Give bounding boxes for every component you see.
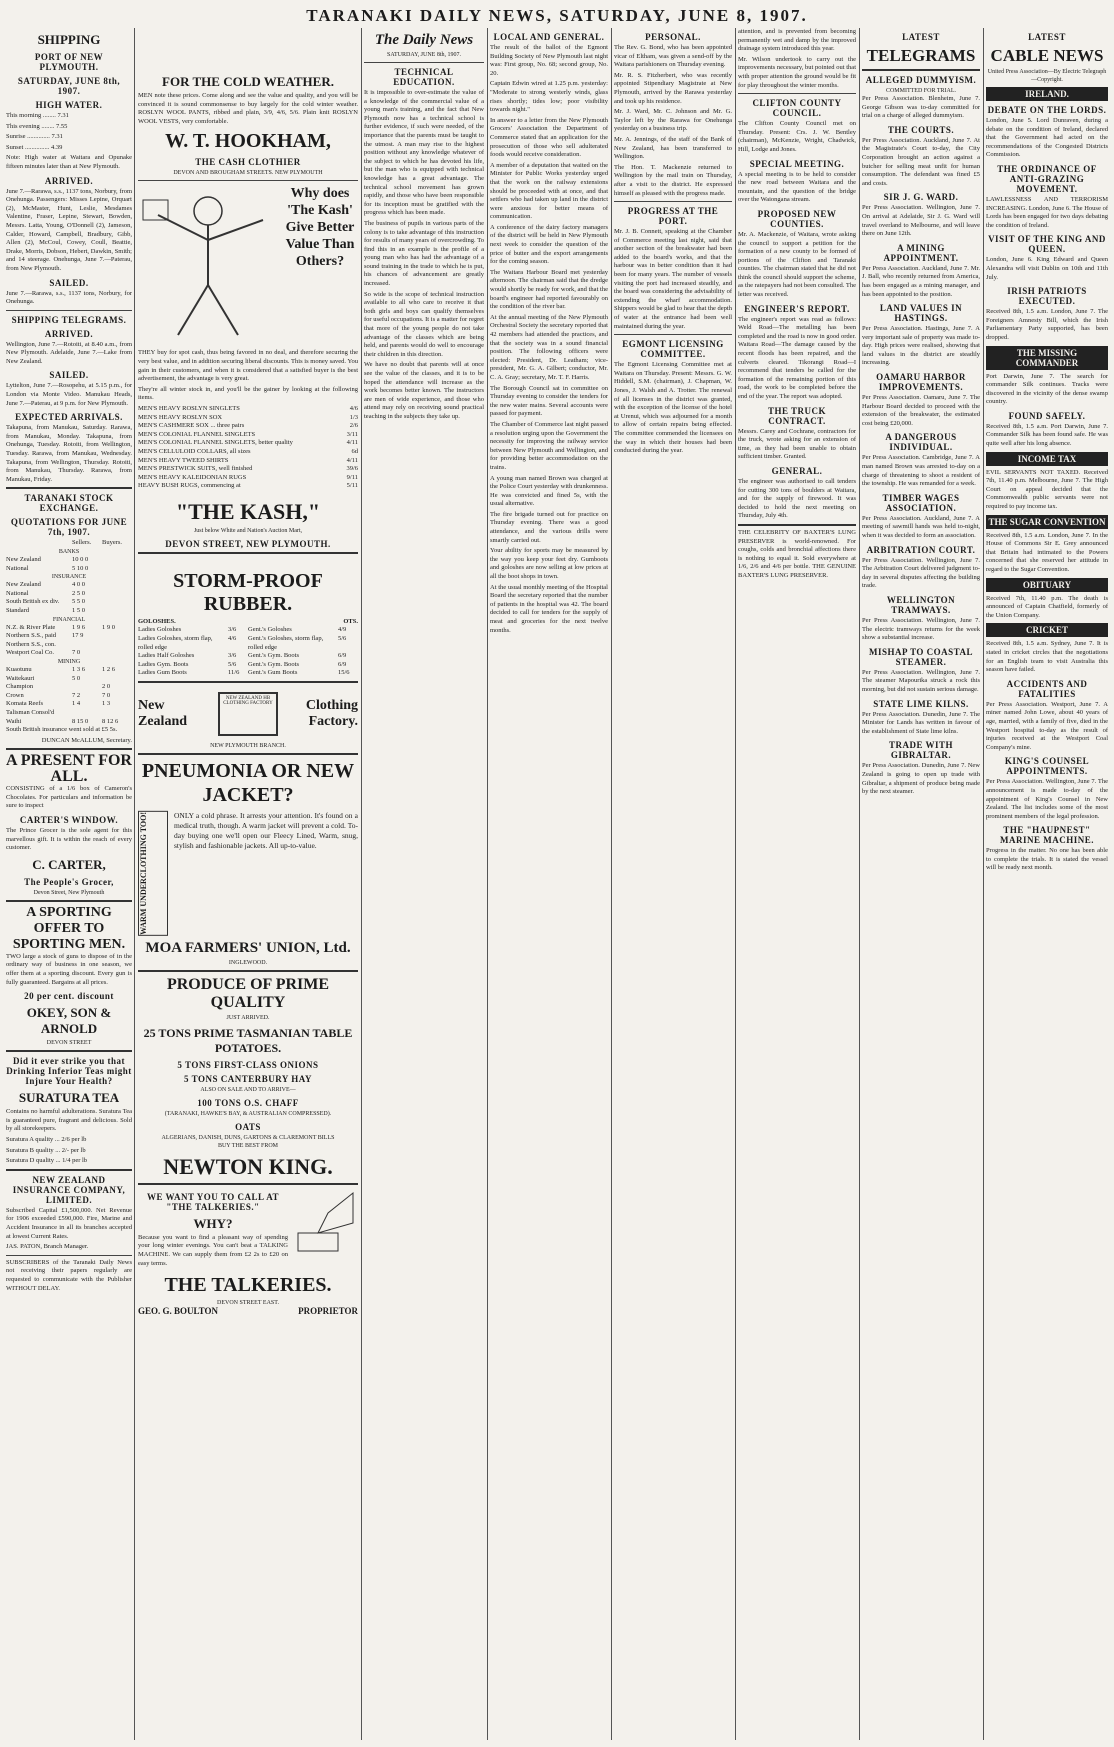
cable-story: IRISH PATRIOTS EXECUTED. Received 8th, 1.5 a.m. London, June 7. The Foreigners Amnesty Bill, which the Irish Parliamentary Party supported, has been dropped. [986, 286, 1108, 341]
general-title: GENERAL. [771, 465, 823, 476]
nz-clothing-block [138, 686, 358, 742]
telegram-story: SIR J. G. WARD. Per Press Association. Wellington, June 7. On arrival at Adelaide, Sir J. G. Ward will travel overland to Melbourne, and will leave there on June 12th. [862, 192, 980, 238]
prime-chaff-sub: (TARANAKI, HAWKE'S BAY, & AUSTRALIAN COMPRESSED). [164, 1110, 332, 1117]
cable-story: CRICKET Received 8th, 1.5 a.m. Sydney, June 7. It is stated in cricket circles that the negotiations for an English team to visit Australia this season have failed. [986, 625, 1108, 674]
oats-text: ALGERIANS, DANISH, DUNS, GARTONS & CLAREMONT BILLS [161, 1134, 335, 1141]
quote-row: South British ex div. 5 5 0 [6, 598, 85, 606]
cable-header-sub: United Press Association—By Electric Telegraph—Copyright. [987, 69, 1107, 83]
column-local-general [490, 28, 608, 1740]
talk-text: Because you want to find a pleasant way of spending your long winter evenings. You can't beat a TALKING MACHINE. We can supply them from £2 2s to £20 on easy terms. [138, 1233, 288, 1267]
rubber-row: Ladies Goloshes 3/6 Gent.'s Goloshes 4/9 [138, 626, 347, 634]
engineer-title: ENGINEER'S REPORT. [744, 303, 850, 314]
quote-row: National 5 10 0 [6, 564, 89, 572]
telegram-story: WELLINGTON TRAMWAYS. Per Press Association. Wellington, June 7. The electric tramways returns for the week show a substantial increase. [862, 594, 980, 642]
kash-name: "THE KASH," [175, 498, 321, 524]
quote-header-row: Sellers. Buyers. [72, 539, 123, 547]
column-rule [487, 28, 488, 1740]
progress-text: Mr. J. B. Connett, speaking at the Chamber of Commerce meeting last night, said that another section of the breakwater had been added to the board's works, and that the harbour was in better condition than it had been for many years. The number of vessels visiting the port had increased steadily, and the board was considering the advisability of extending the wharf accommodation. Shippers would be glad to hear that the depth of water at the entrance had been well maintained during the year. [614, 228, 732, 330]
quote-section: FINANCIAL [52, 616, 86, 623]
quote-row: Komata Reefs 1 4 1 3 [6, 700, 111, 708]
talk-callout: WE WANT YOU TO CALL AT "THE TALKERIES." [146, 1191, 280, 1212]
baxter-ad: THE CELEBRITY OF BAXTER'S LUNG PRESERVER is world-renowned. For coughs, colds and bronchial affections there is nothing to equal it. Sold everywhere at 1/6, 2/6 and 4/6 per bottle. THE GENUINE BAXTER'S LUNG PRESERVER. [738, 528, 856, 579]
cold-weather-text: MEN note these prices. Come along and see the value and quality, and you will be convinced it is sound commonsense to buy largely for the cold winter weather. ROSLYN WOOL PANTS, ribbed and plain, 3/9, 4/6, 5/6. Plain knit ROSLYN WOOL VESTS, very comfortable. [138, 92, 358, 125]
carter-sub: The People's Grocer, [24, 876, 114, 887]
sailed-heading: SAILED. [49, 277, 89, 288]
editorial-paragraph: It is impossible to over-estimate the value of a knowledge of the commercial value of a young man's training, and the fact that New Plymouth now has a technical school is further evidence, if such were needed, of the importance that the parents must be taught to the utmost. A man may rise to the highest position without any knowledge whatever of the subject to which he has devoted his life, but the man who is equipped with technical knowledge has a great advantage. The technical school movement has grown rapidly, and those who have been responsible for its inception must be gratified with the progress which has been made. [364, 89, 484, 217]
cable-story: KING'S COUNSEL APPOINTMENTS. Per Press Association. Wellington, June 7. The announcement is made to-day of the appointment of King's Counsel in New Zealand. The list includes some of the most prominent members of the legal profession. [986, 756, 1108, 820]
cable-story: FOUND SAFELY. Received 8th, 1.5 a.m. Port Darwin, June 7. Commander Silk has been found safe. He was quite well after his long absence. [986, 410, 1108, 448]
truck-title: THE TRUCK CONTRACT. [767, 405, 827, 426]
quote-row: Crown 7 2 7 0 [6, 691, 111, 699]
cable-header-2: CABLE NEWS [990, 46, 1104, 65]
price-row: MEN'S HEAVY KALEIDONIAN RUGS 9/11 [138, 473, 358, 481]
cable-story: DEBATE ON THE LORDS. London, June 5. Lord Dunraven, during a debate on the condition of Ireland, declared that the Government had acted on the recommendations of the Congested Districts Commission. [986, 105, 1108, 159]
cable-story: VISIT OF THE KING AND QUEEN. London, June 6. King Edward and Queen Alexandra will visit Dublin on 10th and 11th July. [986, 234, 1108, 281]
rubber-row: Ladies Goloshes, storm flap, rolled edge 4/6 Gent.'s Goloshes, storm flap, rolled edge 5/6 [138, 635, 347, 651]
carter-name: C. CARTER, [32, 856, 106, 872]
rubber-side-labels: GOLOSHES. OTS. [138, 617, 358, 625]
stock-exchange-heading: TARANAKI STOCK EXCHANGE. [24, 493, 114, 514]
cable-story: THE SUGAR CONVENTION Received 8th, 1.5 a.m. London, June 7. In the House of Commons Sir E. Grey announced that Britain had intimated to the Powers concerned that she reserved her attitude in regard to the Sugar Convention. [986, 516, 1108, 573]
general-text: The engineer was authorised to call tenders for cutting 300 tons of boulders at Waitara, and for the supply of firewood. It was decided to hold the next meeting on Thursday, July 4th. [738, 477, 856, 520]
egmont-text: The Egmont Licensing Committee met at Waitara on Thursday. Present: Messrs. G. W. Hiddell, S.M. (chairman), J. Chapman, W. Jones, J. Walsh and A. Trotter. The renewal of all licenses in the district was granted, with the exception of the license of the hotel at Urenui, which was adjourned for a month to allow of certain repairs being effected. The committee commended the licensees on the way in which their houses had been conducted during the year. [614, 361, 732, 455]
moa-sub: INGLEWOOD. [228, 959, 268, 966]
local-paragraph: At the usual monthly meeting of the Hospital Board the secretary reported that the number of patients in the hospital was 42. The board decided to call for tenders for the supply of meat and groceries for the next twelve months. [490, 583, 608, 634]
telegram-story: STATE LIME KILNS. Per Press Association. Dunedin, June 7. The Minister for Lands has written in favour of the establishment of State lime kilns. [862, 698, 980, 735]
expected-text: Takapuna, from Manukau, Saturday. Rarawa, from Manukau, Monday. Takapuna, from Onehunga, Tuesday. Rotoiti, from Wellington, Tuesday. Rarawa, from Manukau, Wednesday. Takapuna, from Wellington, Thursday. Rotoiti, from Manukau, Thursday. Rarawa, from Manukau, Friday. [6, 424, 132, 483]
tel-sailed-heading: SAILED. [49, 370, 89, 381]
local-paragraph: The Waitara Harbour Board met yesterday afternoon. The chairman said that the dredge would shortly be ready for work, and that the board's engineer had reported favourably on the condition of the river bar. [490, 268, 608, 311]
local-paragraph: The Chamber of Commerce last night passed a resolution urging upon the Government the necessity for improving the railway service between New Plymouth and Wellington, and for providing better accommodation on the trains. [490, 420, 608, 471]
tide-line: Sunset ............... 4.39 [6, 143, 63, 151]
cable-story: THE MISSING COMMANDER Port Darwin, June 7. The search for commander Silk continues. Tracks were discovered in the vicinity of the dense swamp country. [986, 347, 1108, 406]
talk-address: DEVON STREET EAST. [217, 1300, 279, 1307]
sporting-ad-text: TWO large a stock of guns to dispose of in the ordinary way of business in one season, we offer them at a sporting discount. Every gun is fully guaranteed. Bargains at all prices. [6, 952, 132, 986]
rubber-title: STORM-PROOF RUBBER. [173, 569, 323, 615]
prime-hay: 5 TONS CANTERBURY HAY [184, 1073, 312, 1084]
talk-owner-row: GEO. G. BOULTON PROPRIETOR [138, 1306, 358, 1317]
sporting-ad-title: A SPORTING OFFER TO SPORTING MEN. [12, 904, 126, 952]
carter-window: CARTER'S WINDOW. [19, 815, 119, 826]
local-paragraph: At the annual meeting of the New Plymouth Orchestral Society the secretary reported that 42 members had attended the practices, and that the society was in a sound financial position. The following officers were elected: President, Dr. Leatham; vice-president, Mr. G. A. Gilbert; conductor, Mr. C. A. Gray; secretary, Mr. T. F. Harris. [490, 313, 608, 381]
local-paragraph: In answer to a letter from the New Plymouth Grocers' Association the Department of Commerce stated that an application for the prosecution of those who sell adulterated foods would receive consideration. [490, 116, 608, 159]
nz-hb-logo: NEW ZEALAND HB CLOTHING FACTORY [218, 692, 278, 736]
pneumonia-text: ONLY a cold phrase. It arrests your attention. It's found on a medical truth, though. A warm jacket will prevent a cold. To-day buying one we'll open our Fleecy Lined, Warm, snug, stylish and fashionable jackets. All up-to-value. [174, 811, 358, 851]
tea-text: Contains no harmful adulterations. Suratura Tea is guaranteed pure, fragrant and delicious. Sold by all storekeepers. [6, 1108, 132, 1133]
quote-row: National 2 5 0 [6, 589, 85, 597]
tide-line: This evening ........ 7.55 [6, 122, 68, 130]
quote-row: Kuaotunu 1 3 6 1 2 6 [6, 665, 115, 673]
column-rule [611, 28, 612, 1740]
local-general-title: LOCAL AND GENERAL. [493, 32, 605, 42]
date-line: SATURDAY, JUNE 8th, 1907. [17, 76, 121, 96]
prime-sale: ALSO ON SALE AND TO ARRIVE— [200, 1086, 296, 1093]
insurance-title: NEW ZEALAND INSURANCE COMPANY, LIMITED. [12, 1174, 126, 1205]
quote-row: Northern S.S., con. [6, 640, 56, 648]
column-rule [735, 28, 736, 1740]
cold-weather-title: FOR THE COLD WEATHER. [162, 74, 334, 89]
present-ad-title: A PRESENT FOR ALL. [6, 752, 132, 786]
tel-arrived-heading: ARRIVED. [44, 328, 94, 339]
editorial-paragraph: We have no doubt that parents will at once see the value of the classes, and it is to be hoped the attendance will increase as the work becomes better known. The instructors are men of wide experience, and those who attend may rely on receiving sound practical teaching in the subjects they take up. [364, 361, 484, 420]
telegrams-header-1: LATEST [902, 32, 940, 42]
kash-address-1: Just below White and Nation's Auction Mart, [193, 527, 303, 534]
kash-address-2: DEVON STREET, NEW PLYMOUTH. [165, 538, 331, 549]
carter-address: Devon Street, New Plymouth [33, 889, 105, 896]
cable-story: INCOME TAX EVIL SERVANTS NOT TAXED. Received 7th, 11.40 p.m. Melbourne, June 7. The High Court on appeal decided that the Commonwealth public servants were not required to pay income tax. [986, 453, 1108, 511]
cable-story: OBITUARY Received 7th, 11.40 p.m. The death is announced of Captain Chatfield, formerly of the Union Company. [986, 579, 1108, 619]
local-paragraph: A member of a deputation that waited on the Minister for Public Works yesterday urged that the work on the railway extensions should be proceeded with at once, and that settlers who had taken up land in the district were anxious for better means of communication. [490, 161, 608, 221]
pneumonia-side-label: WARM UNDERCLOTHING TOO! [138, 811, 168, 936]
rubber-row: Ladies Gym. Boots 5/6 Gent.'s Gym. Boots 6/9 [138, 660, 347, 668]
kash-list-title: They're all winter stock in, and you'll be the gainer by looking at the following items. [138, 385, 358, 402]
personal-paragraph: Mr. J. Ward, Mr. C. Johnson and Mr. G. Taylor left by the Rarawa for Onehunga yesterday on a business trip. [614, 108, 732, 133]
continued-paragraph: attention, and is prevented from becoming permanently wet and damp by the improved drainage system introduced this year. [738, 28, 856, 53]
column-cable-news [986, 28, 1108, 1740]
column-advertisements [138, 28, 358, 1740]
cable-header-1: LATEST [1028, 32, 1066, 42]
rubber-row: Ladies Gum Boots 11/6 Gent.'s Gum Boots 15/6 [138, 669, 350, 677]
editorial-date: SATURDAY, JUNE 8th, 1907. [386, 52, 461, 58]
kash-illustration-block [138, 185, 358, 345]
insurance-text: Subscribed Capital £1,500,000. Net Revenue for 1906 exceeded £590,000. Fire, Marine and Accident Insurance in all its branches accepted at lowest Current Rates. [6, 1206, 132, 1240]
price-row: MEN'S PRESTWICK SUITS, well finished 39/6 [138, 465, 358, 473]
telegrams-header-2: TELEGRAMS [866, 46, 976, 65]
secretary-signature: DUNCAN McALLUM, Secretary. [41, 736, 132, 744]
counties-title: PROPOSED NEW COUNTIES. [757, 208, 837, 229]
column-rule [859, 28, 860, 1740]
cable-story: THE "HAUPNEST" MARINE MACHINE. Progress in the matter. No one has been able to complete the trials. It is stated the vessel will be ready next month. [986, 825, 1108, 872]
personal-paragraph: The Hon. T. Mackenzie returned to Wellington by the mail train on Thursday, after a visit to the district. He expressed himself as pleased with the progress made. [614, 163, 732, 197]
column-personal [614, 28, 732, 1740]
prime-title: PRODUCE OF PRIME QUALITY [166, 975, 330, 1011]
talk-why: WHY? [193, 1215, 233, 1231]
price-row: MEN'S HEAVY ROSLYN SINGLETS 4/6 [138, 404, 358, 412]
present-ad-text: CONSISTING of a 1/6 box of Cameron's Chocolates. For particulars and information be sure to inspect [6, 785, 132, 810]
kash-figure-illustration [138, 185, 278, 345]
port-line: PORT OF NEW PLYMOUTH. [34, 52, 104, 72]
quote-section: BANKS [58, 549, 80, 555]
prime-potatoes: 25 TONS PRIME TASMANIAN TABLE POTATOES. [143, 1025, 353, 1055]
nz-right-label: Clothing Factory. [305, 698, 358, 730]
hookham-sub: THE CASH CLOTHIER [195, 157, 301, 168]
arrived-text: June 7.—Rarawa, s.s., 1137 tons, Norbury, from Onehunga. Passengers: Misses Lepine, Orquart (2), McMaster, Hunt, Leslie, Mesdames Valentine, Fraser, Lepine, Stewart, Bowden, Messrs. Latta, Young, O'Donnell (2), Jameson, Calder, Howard, Campbell, Bradbury, Gibb, Allen (2), McCoul, Cowey, Coull, Beattie, Drake, Morris, Dobson, Hebert, Dawkin, Smith; and 14 steerage. Onehunga, June 7.—Paterau, from New Plymouth. [6, 187, 132, 272]
personal-title: PERSONAL. [645, 32, 701, 42]
column-council [738, 28, 856, 1740]
newspaper-masthead: TARANAKI DAILY NEWS, SATURDAY, JUNE 8, 1907. [306, 6, 808, 25]
telegram-story: MISHAP TO COASTAL STEAMER. Per Press Association. Wellington, June 7. The steamer Mapourika struck a rock this morning, but did not sustain serious damage. [862, 646, 980, 693]
prime-arrived: JUST ARRIVED. [226, 1014, 270, 1021]
kash-question: Why does 'The Kash' Give Better Value Than Others? [285, 186, 355, 270]
tel-sailed-text: Lyttelton, June 7.—Rosopehu, at 5.15 p.m., for London via Monte Video. Manukau Heads, June 7.—Paterau, at 9 p.m. for New Plymouth. [6, 382, 132, 407]
buy-best: BUY THE BEST FROM [217, 1142, 279, 1149]
price-row: MEN'S CELLULOID COLLARS, all sizes 6d [138, 447, 358, 455]
sailed-text: June 7.—Rarawa, s.s., 1137 tons, Norbury, for Onehunga. [6, 289, 132, 306]
daily-news-masthead: The Daily News [374, 32, 474, 48]
newton-king: NEWTON KING. [163, 1153, 333, 1179]
editorial-paragraph: The business of pupils in various parts of the colony is to take advantage of this instruction for results of many years of overcrowding. To find this in an example is the profile of a young man who has had the advantage of a sound training in the trade to which he is put, his chances of advancement are greatly increased. [364, 219, 484, 288]
ireland-bar: IRELAND. [986, 87, 1108, 101]
prime-chaff: 100 TONS O.S. CHAFF [197, 1097, 299, 1108]
egmont-title: EGMONT LICENSING COMMITTEE. [622, 339, 724, 360]
quote-row: Northern S.S., paid 17 9 [6, 632, 84, 640]
quote-row: Waihi 8 15 0 8 12 6 [6, 717, 119, 725]
tea-question: Did it ever strike you that Drinking Inferior Teas might Injure Your Health? [6, 1056, 132, 1087]
column-rule [983, 28, 984, 1740]
clifton-title: CLIFTON COUNTY COUNCIL. [752, 98, 842, 119]
local-paragraph: A conference of the dairy factory managers of the district will be held in New Plymouth next week to consider the question of the price of butter and the export arrangements for the coming season. [490, 223, 608, 266]
telegram-story: A DANGEROUS INDIVIDUAL. Per Press Association. Cambridge, June 7. A man named Brown was arrested to-day on a charge of threatening to shoot a resident of the township. He was remanded for a week. [862, 432, 980, 488]
shipping-telegrams-heading: SHIPPING TELEGRAMS. [11, 314, 127, 325]
hookham-name: W. T. HOOKHAM, [165, 130, 331, 153]
sporting-discount: 20 per cent. discount [24, 991, 114, 1002]
local-paragraph: Captain Edwin wired at 1.25 p.m. yesterday: "Moderate to strong westerly winds, glass rises shortly; tides low; poor visibility towards night." [490, 80, 608, 114]
carter-text: The Prince Grocer is the sole agent for this marvellous gift. It is within the reach of every customer. [6, 827, 132, 852]
kash-price-list [138, 405, 358, 491]
quote-row: Westport Coal Co. 7 0 [6, 649, 81, 657]
okey-address: DEVON STREET [46, 1040, 92, 1047]
local-paragraph: Your ability for sports may be measured by the way you keep your feet dry. Gumboots and goloshes are now selling at low prices at all the boot shops in town. [490, 547, 608, 581]
stock-note: South British insurance went sold at £5 5s. [6, 726, 118, 734]
subscribers-notice: SUBSCRIBERS of the Taranaki Daily News not receiving their papers regularly are requested to communicate with the Publisher WITHOUT DELAY. [6, 1258, 132, 1292]
high-water-heading: HIGH WATER. [35, 100, 103, 110]
tea-price: Suratura A quality ... 2/6 per lb [6, 1136, 87, 1143]
quote-row: Talisman Consol'd [6, 708, 55, 716]
telegram-story: LAND VALUES IN HASTINGS. Per Press Association. Hastings, June 7. A very important sale of property was made to-day. High prices were realised, showing that land values in the district are steadily increasing. [862, 303, 980, 367]
cable-story: THE ORDINANCE OF ANTI-GRAZING MOVEMENT. LAWLESSNESS AND TERRORISM INCREASING. London, June 6. The House of Lords has been engaged for two days debating the condition of Ireland. [986, 163, 1108, 229]
quote-section: MINING [57, 658, 81, 665]
pneumonia-title: PNEUMONIA OR NEW JACKET? [141, 760, 355, 807]
price-row: MEN'S CASHMERE SOX ... three pairs 2/6 [138, 422, 358, 430]
local-paragraph: The result of the ballot of the Egmont Building Society of New Plymouth last night was: First group, No. 68; second group, No. 20. [490, 44, 608, 77]
telegram-story: ARBITRATION COURT. Per Press Association. Wellington, June 7. The Arbitration Court delivered judgment to-day in several disputes affecting the building trade. [862, 544, 980, 590]
quotations-table [6, 539, 132, 726]
telegram-story: ALLEGED DUMMYISM. COMMITTED FOR TRIAL. Per Press Association. Blenheim, June 7. George Gibson was to-day committed for trial on a charge of alleged dummyism. [862, 75, 980, 120]
personal-paragraph: Mr. R. S. Fitzherbert, who was recently appointed Stipendiary Magistrate at New Plymouth, arrived by the Rarawa yesterday and took up his residence. [614, 71, 732, 105]
tea-price: Suratura D quality ... 1/4 per lb [6, 1157, 88, 1165]
quote-row: Waitekauri 5 0 [6, 674, 81, 682]
insurance-agent: JAS. PATON, Branch Manager. [6, 1243, 89, 1251]
price-row: HEAVY BUSH RUGS, commencing at 5/11 [138, 482, 358, 490]
prime-onions: 5 TONS FIRST-CLASS ONIONS [177, 1059, 319, 1070]
quotations-heading: QUOTATIONS FOR JUNE 7th, 1907. [10, 517, 128, 538]
kash-text: THEY buy for spot cash, thus being favored in no deal, and therefore securing the very best value, and in addition securing liberal discounts. This is money saved. You gain in their customers, and when it is considered that a satisfied buyer is the best advertisement, the advantage is very great. [138, 349, 358, 383]
tide-note: Note: High water at Waitara and Opunake fifteen minutes later than at New Plymouth. [6, 154, 132, 170]
quote-row: Standard 1 5 0 [6, 606, 85, 614]
local-paragraph: The fire brigade turned out for practice on Thursday evening. There was a good attendance, and the various drills were smartly carried out. [490, 510, 608, 544]
arrived-heading: ARRIVED. [44, 175, 94, 186]
telegram-story: A MINING APPOINTMENT. Per Press Association. Auckland, June 7. Mr. J. Ball, who recently returned from America, has been engaged as a mining manager, and has been appointed to the position. [862, 242, 980, 298]
special-meeting-text: A special meeting is to be held to consider the new road between Waitara and the mountain, and the question of the bridge over the Waiongana stream. [738, 170, 856, 204]
engineer-text: The engineer's report was read as follows: Weld Road—The metalling has been completed and the road is now in good order. Waitara Road—The damage caused by the recent floods has been repaired, and the culverts cleared. Tikorangi Road—I recommend that tenders be called for the formation of the remaining portion of this road, the work to be completed before the end of the year. The report was adopted. [738, 315, 856, 400]
quote-section: INSURANCE [51, 574, 87, 581]
pneumonia-block [138, 811, 358, 936]
hookham-address: DEVON AND BROUGHAM STREETS. NEW PLYMOUTH [173, 170, 323, 177]
editorial-paragraph: So wide is the scope of technical instruction available to all who care to receive it that both girls and boys can qualify themselves for useful occupations. It is a matter for regret that more of the young people do not take advantage of the classes which are being held, and parents would do well to encourage their children in this direction. [364, 290, 484, 358]
nz-branch: NEW PLYMOUTH BRANCH. [210, 743, 286, 750]
price-row: MEN'S HEAVY ROSLYN SOX 1/3 [138, 413, 358, 421]
okey-name: OKEY, SON & ARNOLD [26, 1005, 112, 1037]
special-meeting-title: SPECIAL MEETING. [749, 158, 845, 169]
clifton-text: The Clifton County Council met on Thursday. Present: Crs. J. W. Bentley (chairman), McKenzie, Wright, Chadwick, Hill, Lodge and Jones. [738, 120, 856, 153]
column-shipping [6, 28, 132, 1740]
counties-text: Mr. A. Mackenzie, of Waitara, wrote asking the council to support a petition for the formation of a new county to be formed of portions of the Clifton and Taranaki counties. The chairman stated that he did not think the council should support the scheme, as the ratepayers had not been consulted. The letter was received. [738, 230, 856, 299]
column-rule [134, 28, 135, 1740]
gramophone-icon [288, 1188, 358, 1258]
telegram-story: THE COURTS. Per Press Association. Auckland, June 7. At the Magistrate's Court to-day, the City Corporation brought an action against a butcher for selling meat unfit for human consumption. The defendant was fined £5 and costs. [862, 124, 980, 187]
local-paragraph: A young man named Brown was charged at the Police Court yesterday with drunkenness. He was convicted and fined 5s, with the usual alternative. [490, 474, 608, 508]
price-row: MEN'S COLONIAL FLANNEL SINGLETS 3/11 [138, 430, 358, 438]
telegram-story: TIMBER WAGES ASSOCIATION. Per Press Association. Auckland, June 7. A meeting of sawmill hands was held to-night, when it was decided to form an association. [862, 492, 980, 539]
personal-paragraph: The Rev. G. Bond, who has been appointed vicar of Eltham, was given a send-off by the Waitara parishioners on Thursday evening. [614, 44, 732, 69]
tide-line: Sunrise .............. 7.31 [6, 133, 63, 141]
rubber-price-table [138, 626, 358, 678]
cable-story: ACCIDENTS AND FATALITIES Per Press Association. Westport, June 7. A miner named John Lowe, about 40 years of age, married, with a family of five, died in the Westport hospital to-day as the result of injuries received at the Westport Coal Company's mine. [986, 678, 1108, 751]
continued-paragraph: Mr. Wilson undertook to carry out the improvements necessary, but pointed out that with proper attention the ground would be fit for play throughout the winter months. [738, 55, 856, 89]
rubber-row: Ladies Half Goloshes 3/6 Gent.'s Gym. Boots 6/9 [138, 652, 347, 660]
oats-title: OATS [235, 1121, 261, 1132]
shipping-heading: SHIPPING [37, 32, 101, 47]
column-editorial [364, 28, 484, 1740]
truck-text: Messrs. Carey and Cochrane, contractors for the truck, wrote asking for an extension of time, as they had been unable to obtain sufficient timber. Granted. [738, 427, 856, 461]
column-rule [361, 28, 362, 1740]
quote-row: New Zealand 4 0 0 [6, 581, 85, 589]
tide-line: This morning ........ 7.31 [6, 112, 69, 119]
talkeries-text-area [138, 1188, 288, 1270]
editorial-title: TECHNICAL EDUCATION. [393, 67, 455, 87]
suratura-title: SURATURA TEA [18, 1090, 120, 1106]
personal-paragraph: Mr. A. Jennings, of the staff of the Bank of New Zealand, has been transferred to Wellington. [614, 135, 732, 161]
moa-title: MOA FARMERS' UNION, Ltd. [145, 939, 351, 956]
local-paragraph: The Borough Council sat in committee on Thursday evening to consider the tenders for the new water mains. Several accounts were passed for payment. [490, 384, 608, 418]
progress-title: PROGRESS AT THE PORT. [627, 206, 719, 227]
column-telegrams [862, 28, 980, 1740]
quote-row: Champion 2 0 [6, 683, 111, 691]
quote-row: New Zealand 10 0 0 [6, 556, 89, 563]
tea-price: Suratura B quality ... 2/- per lb [6, 1146, 86, 1154]
quote-row: N.Z. & River Plate 1 9 6 1 9 0 [6, 623, 115, 631]
price-row: MEN'S COLONIAL FLANNEL SINGLETS, better quality 4/11 [138, 439, 358, 447]
price-row: MEN'S HEAVY TWEED SHIRTS 4/11 [138, 456, 358, 464]
telegram-story: TRADE WITH GIBRALTAR. Per Press Association. Dunedin, June 7. New Zealand is going to open up trade with Gibraltar, a shipment of produce being made by the next steamer. [862, 740, 980, 796]
talkeries-block [138, 1188, 358, 1270]
expected-heading: EXPECTED ARRIVALS. [15, 412, 123, 423]
talkeries-title: THE TALKERIES. [164, 1274, 332, 1297]
nz-left-label: New Zealand [138, 698, 188, 730]
tel-arrived-text: Wellington, June 7.—Rotoiti, at 8.40 a.m., from New Plymouth. Adelaide, June 7.—Lake from New Zealand. [6, 340, 132, 365]
telegram-story: OAMARU HARBOR IMPROVEMENTS. Per Press Association. Oamaru, June 7. The Harbour Board decided to proceed with the extension of the breakwater, the estimated cost being £20,000. [862, 372, 980, 427]
